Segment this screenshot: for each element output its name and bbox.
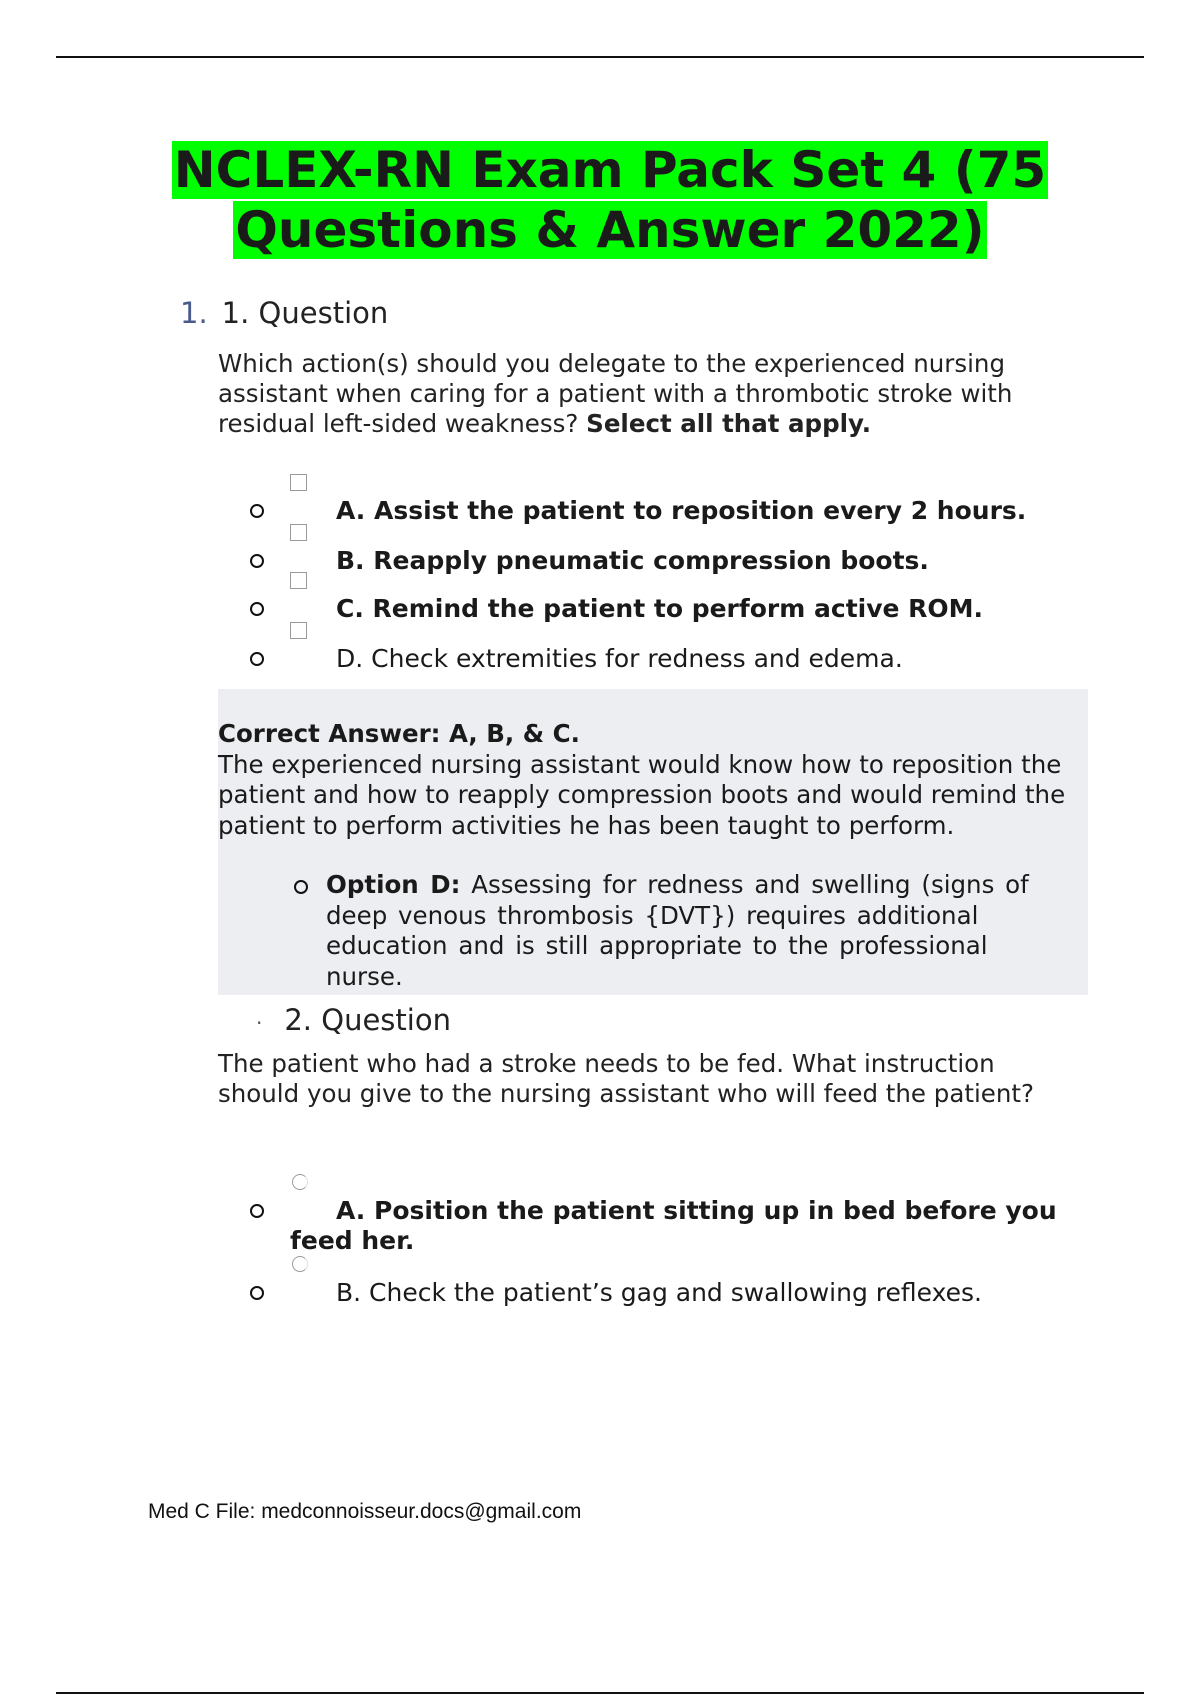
answer-explanation bbox=[218, 719, 1078, 841]
option-label: B. Check the patient’s gag and swallowing reflexes. bbox=[336, 1278, 982, 1307]
checkbox-b[interactable] bbox=[290, 524, 307, 541]
list-bullet: · bbox=[256, 1011, 263, 1035]
option-d-text: Assessing for redness and swelling (signs of deep venous thrombosis {DVT}) requires additional education and is still appropriate to the professional nurse. bbox=[326, 870, 1029, 991]
top-rule bbox=[56, 56, 1144, 58]
checkbox-a[interactable] bbox=[290, 474, 307, 491]
bullet-icon bbox=[250, 652, 264, 666]
bullet-icon bbox=[250, 602, 264, 616]
answer-panel bbox=[218, 689, 1088, 995]
radio-b[interactable] bbox=[292, 1256, 308, 1272]
bottom-rule bbox=[56, 1692, 1144, 1694]
option-label: B. Reapply pneumatic compression boots. bbox=[336, 546, 929, 575]
option-d-label: Option D: bbox=[326, 870, 461, 899]
prompt-text: Which action(s) should you delegate to the experienced nursing assistant when caring for a patient with a thrombotic stroke with residual left-sided weakness? bbox=[218, 349, 1013, 438]
question-2-prompt: The patient who had a stroke needs to be fed. What instruction should you give to the nursing assistant who will feed the patient? bbox=[218, 1049, 1034, 1108]
document-title bbox=[150, 140, 1070, 260]
radio-a[interactable] bbox=[292, 1174, 308, 1190]
checkbox-d[interactable] bbox=[290, 622, 307, 639]
question-2-heading bbox=[256, 1003, 451, 1037]
question-2-title: 2. Question bbox=[284, 1003, 451, 1037]
title-line-1: NCLEX-RN Exam Pack Set 4 (75 bbox=[173, 141, 1047, 199]
bullet-icon bbox=[250, 1204, 264, 1218]
explanation-text: The experienced nursing assistant would know how to reposition the patient and how to reapply compression boots and would remind the patient to perform activities he has been taught to perform. bbox=[218, 749, 1066, 840]
checkbox-c[interactable] bbox=[290, 572, 307, 589]
option-label: C. Remind the patient to perform active ROM. bbox=[336, 594, 984, 623]
question-1-prompt bbox=[218, 349, 1078, 439]
option-label: A. Position the patient sitting up in bed before you feed her. bbox=[290, 1196, 1057, 1255]
bullet-icon bbox=[294, 880, 308, 894]
bullet-icon bbox=[250, 554, 264, 568]
prompt-emphasis: Select all that apply. bbox=[586, 409, 872, 438]
option-label: A. Assist the patient to reposition every 2 hours. bbox=[336, 496, 1027, 525]
title-line-2: Questions & Answer 2022) bbox=[235, 201, 985, 259]
question-1-heading bbox=[180, 296, 388, 330]
option-label: D. Check extremities for redness and edema. bbox=[336, 644, 903, 673]
bullet-icon bbox=[250, 504, 264, 518]
footer-contact: Med C File: medconnoisseur.docs@gmail.com bbox=[148, 1500, 582, 1523]
list-number: 1. bbox=[180, 296, 208, 330]
bullet-icon bbox=[250, 1286, 264, 1300]
correct-answer: Correct Answer: A, B, & C. bbox=[218, 719, 580, 748]
question-1-title: 1. Question bbox=[221, 296, 389, 330]
